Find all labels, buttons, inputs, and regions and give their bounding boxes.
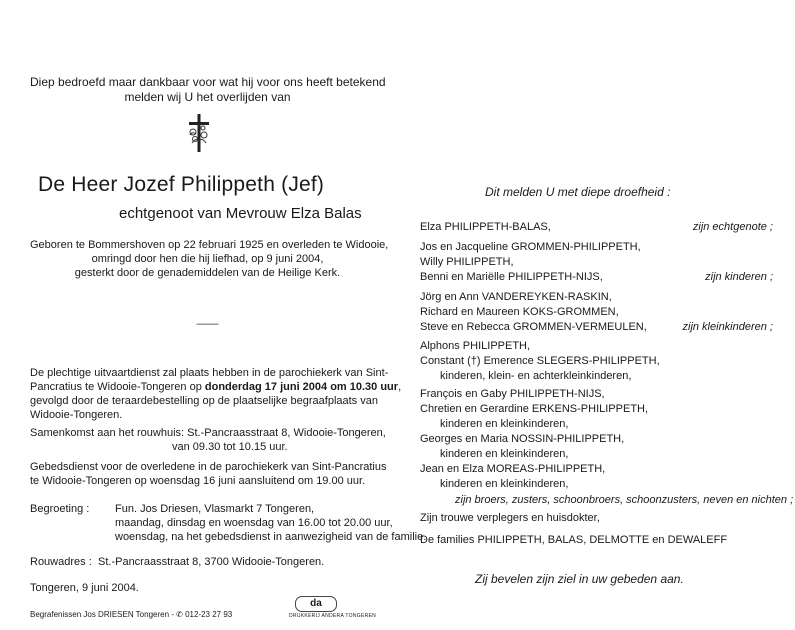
family-subline: kinderen en kleinkinderen, xyxy=(440,418,569,430)
siblings-line: zijn broers, zusters, schoonbroers, schoonzusters, neven en nichten ; xyxy=(455,494,794,506)
family-line: Jos en Jacqueline GROMMEN-PHILIPPETH, xyxy=(420,241,641,253)
separator: —— xyxy=(196,318,219,330)
family-line: Constant (†) Emerence SLEGERS-PHILIPPETH, xyxy=(420,355,660,367)
birth-line-1: Geboren te Bommershoven op 22 februari 1925 en overleden te Widooie, xyxy=(30,239,389,251)
notice-date: Tongeren, 9 juni 2004. xyxy=(30,582,139,594)
printer-caption: DRUKKERIJ ANDERA TONGEREN xyxy=(289,613,377,619)
intro-line-2: melden wij U het overlijden van xyxy=(124,90,291,104)
funeral-home-footer: Begrafenissen Jos DRIESEN Tongeren - ✆ 012-23 27 93 xyxy=(30,610,233,619)
family-line: Steve en Rebecca GROMMEN-VERMEULEN, xyxy=(420,321,647,333)
funeral-line-2 xyxy=(30,381,401,393)
gathering-line-2: van 09.30 tot 10.15 uur. xyxy=(172,441,288,453)
birth-line-2: omringd door hen die hij liefhad, op 9 juni 2004, xyxy=(91,253,324,265)
birth-line-3: gesterkt door de genademiddelen van de Heilige Kerk. xyxy=(74,267,341,279)
funeral-line-4: Widooie-Tongeren. xyxy=(30,409,123,421)
family-line: Jörg en Ann VANDEREYKEN-RASKIN, xyxy=(420,291,612,303)
family-line: Benni en Mariëlle PHILIPPETH-NIJS, xyxy=(420,271,603,283)
family-line: Alphons PHILIPPETH, xyxy=(420,340,531,352)
relation-spouse: zijn echtgenote ; xyxy=(692,221,773,233)
family-line: Jean en Elza MOREAS-PHILIPPETH, xyxy=(420,463,606,475)
gathering-line-1: Samenkomst aan het rouwhuis: St.-Pancraasstraat 8, Widooie-Tongeren, xyxy=(30,427,386,439)
funeral-line-3: gevolgd door de teraardebestelling op de plaatselijke begraafplaats van xyxy=(30,395,378,407)
cross-flowers-icon xyxy=(184,113,214,153)
families-line: De families PHILIPPETH, BALAS, DELMOTTE en DEWALEFF xyxy=(420,534,728,546)
family-line: Chretien en Gerardine ERKENS-PHILIPPETH, xyxy=(420,403,649,415)
deceased-name: De Heer Jozef Philippeth (Jef) xyxy=(38,173,325,196)
caregivers-line: Zijn trouwe verplegers en huisdokter, xyxy=(420,512,600,524)
address-label: Rouwadres : xyxy=(30,556,92,568)
family-line: Georges en Maria NOSSIN-PHILIPPETH, xyxy=(420,433,625,445)
visitation-line-1: Fun. Jos Driesen, Vlasmarkt 7 Tongeren, xyxy=(115,503,315,515)
relation-children: zijn kinderen ; xyxy=(705,271,773,283)
family-line: Elza PHILIPPETH-BALAS, xyxy=(420,221,551,233)
intro-line-1: Diep bedroefd maar dankbaar voor wat hij voor ons heeft betekend xyxy=(30,75,386,89)
prayer-line-1: Gebedsdienst voor de overledene in de parochiekerk van Sint-Pancratius xyxy=(30,461,387,473)
mourning-address: St.-Pancraasstraat 8, 3700 Widooie-Tongeren. xyxy=(98,556,325,568)
funeral-datetime: donderdag 17 juni 2004 om 10.30 uur xyxy=(204,381,399,393)
funeral-comma: , xyxy=(398,381,402,393)
relation-grandchildren: zijn kleinkinderen ; xyxy=(682,321,773,333)
visitation-label: Begroeting : xyxy=(30,503,90,515)
visitation-line-3: woensdag, na het gebedsdienst in aanwezigheid van de familie. xyxy=(115,531,427,543)
deceased-spouse: echtgenoot van Mevrouw Elza Balas xyxy=(119,205,362,222)
family-subline: kinderen en kleinkinderen, xyxy=(440,478,569,490)
family-line: François en Gaby PHILIPPETH-NIJS, xyxy=(420,388,605,400)
funeral-line-1: De plechtige uitvaartdienst zal plaats hebben in de parochiekerk van Sint- xyxy=(30,367,389,379)
family-line: Richard en Maureen KOKS-GROMMEN, xyxy=(420,306,619,318)
printer-logo: da xyxy=(295,596,337,612)
closing-line: Zij bevelen zijn ziel in uw gebeden aan. xyxy=(475,572,684,586)
family-subline: kinderen en kleinkinderen, xyxy=(440,448,569,460)
family-heading: Dit melden U met diepe droefheid : xyxy=(485,185,671,199)
visitation-line-2: maandag, dinsdag en woensdag van 16.00 tot 20.00 uur, xyxy=(115,517,393,529)
prayer-line-2: te Widooie-Tongeren op woensdag 16 juni aansluitend om 19.00 uur. xyxy=(30,475,366,487)
funeral-text: Pancratius te Widooie-Tongeren op xyxy=(30,381,205,393)
family-line: Willy PHILIPPETH, xyxy=(420,256,514,268)
family-subline: kinderen, klein- en achterkleinkinderen, xyxy=(440,370,632,382)
